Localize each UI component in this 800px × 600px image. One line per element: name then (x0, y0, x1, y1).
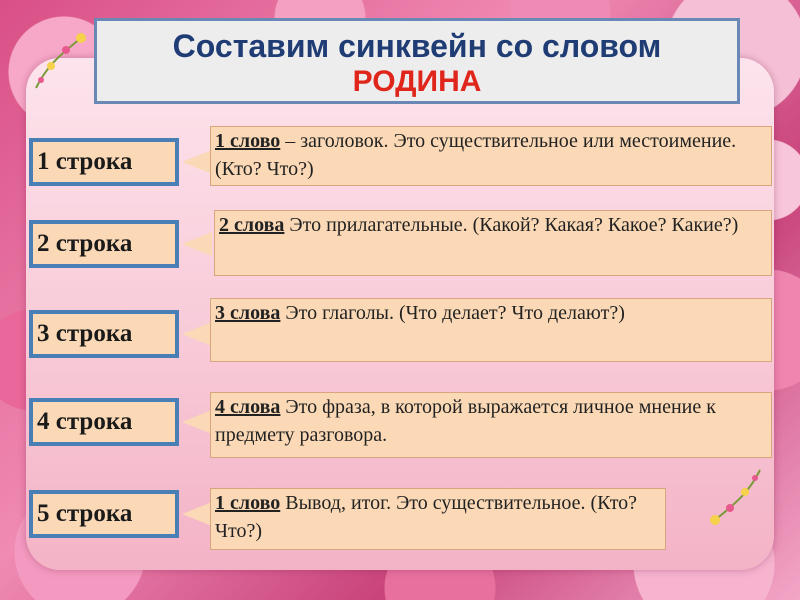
row-description-1 (210, 126, 772, 186)
row-description-4 (210, 392, 772, 458)
row-text-3: Это глаголы. (Что делает? Что делают?) (280, 302, 625, 324)
callout-pointer (182, 502, 212, 526)
title-keyword: РОДИНА (352, 65, 482, 98)
callout-pointer (182, 322, 212, 346)
row-lead-3: 3 слова (215, 302, 281, 324)
floral-ornament-icon (26, 28, 96, 98)
row-label-3: 3 строка (29, 310, 179, 358)
row-lead-4: 4 слова (215, 396, 281, 418)
row-label-4: 4 строка (29, 398, 179, 446)
row-text-5: Вывод, итог. Это существительное. (Кто? Что?) (215, 492, 638, 542)
row-label-5: 5 строка (29, 490, 179, 538)
callout-pointer (182, 410, 212, 434)
row-label-1: 1 строка (29, 138, 179, 186)
row-label-2: 2 строка (29, 220, 179, 268)
row-description-3 (210, 298, 772, 362)
row-description-5 (210, 488, 666, 550)
slide-title (94, 18, 740, 104)
row-lead-2: 2 слова (219, 214, 285, 236)
row-text-1: – заголовок. Это существительное или местоимение. (Кто? Что?) (215, 130, 737, 180)
floral-ornament-icon (700, 460, 770, 530)
row-lead-5: 1 слово (215, 492, 281, 514)
row-text-4: Это фраза, в которой выражается личное мнение к предмету разговора. (215, 396, 716, 446)
row-description-2 (214, 210, 772, 276)
callout-pointer (182, 232, 212, 256)
row-lead-1: 1 слово (215, 130, 281, 152)
title-main: Составим синквейн со словом (172, 28, 662, 64)
row-text-2: Это прилагательные. (Какой? Какая? Какое? Какие?) (284, 214, 739, 236)
callout-pointer (182, 150, 212, 174)
